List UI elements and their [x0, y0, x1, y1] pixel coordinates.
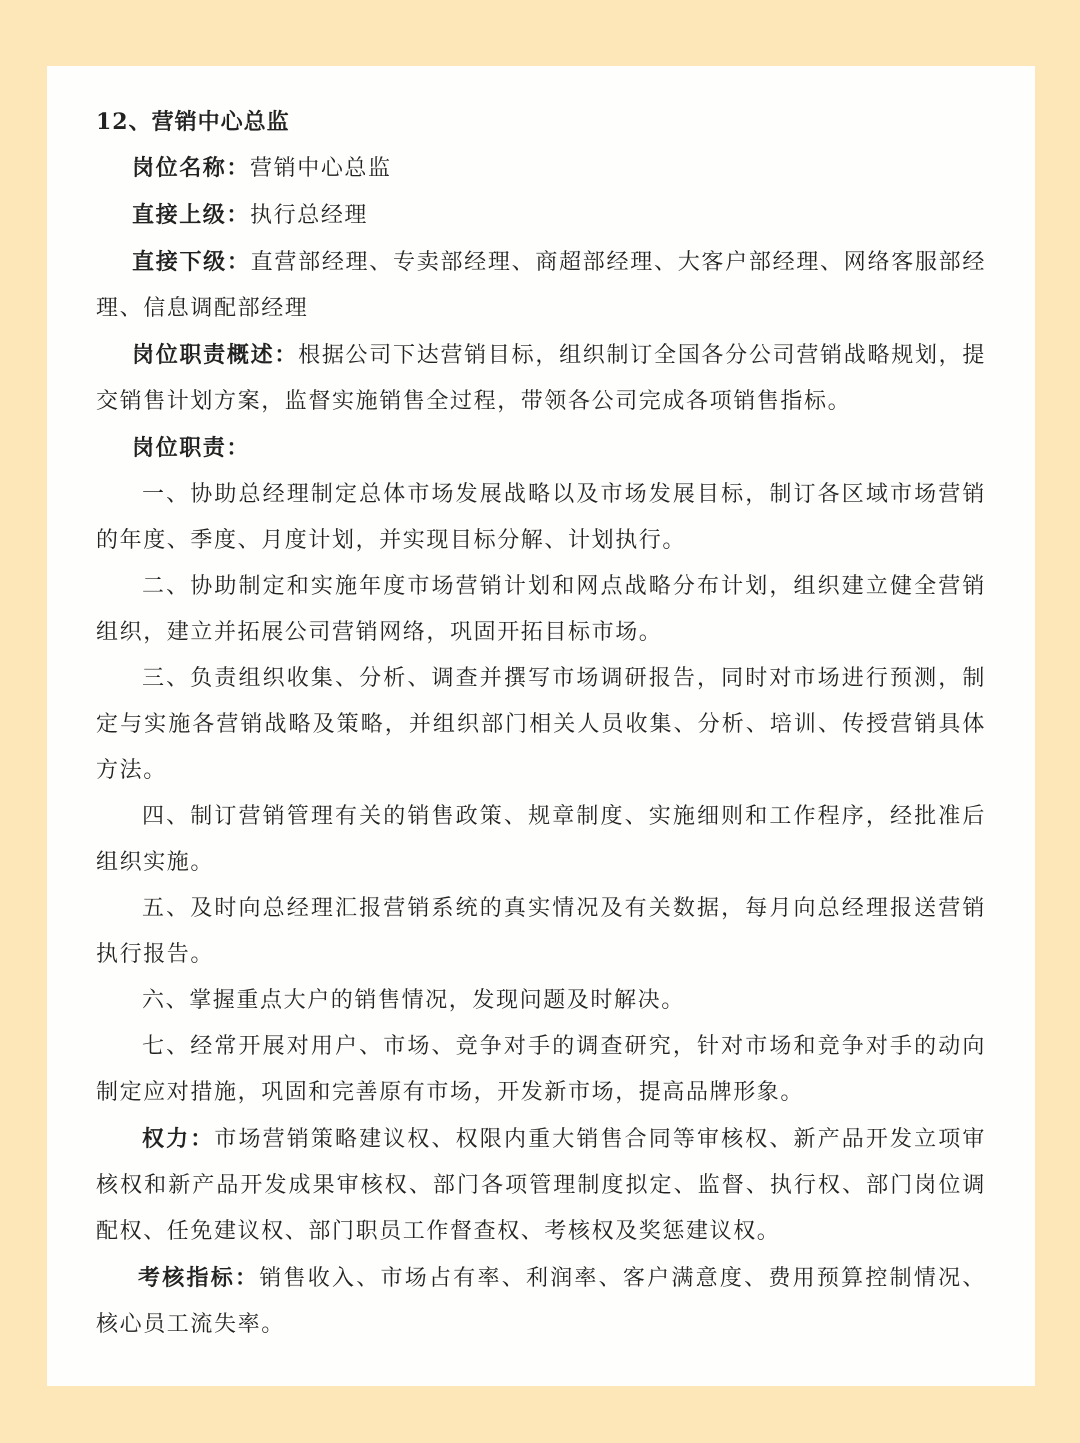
field-position-title	[96, 145, 986, 192]
duty-item: 四、制订营销管理有关的销售政策、规章制度、实施细则和工作程序，经批准后组织实施。	[96, 804, 986, 875]
field-value: 销售收入、市场占有率、利润率、客户满意度、费用预算控制情况、核心员工流失率。	[96, 1266, 986, 1337]
field-label: 直接上级：	[132, 202, 251, 228]
field-authority	[96, 1116, 986, 1255]
field-value: 营销中心总监	[250, 156, 392, 181]
field-label: 直接下级：	[132, 249, 251, 275]
field-direct-superior	[96, 192, 986, 239]
duty-item: 六、掌握重点大户的销售情况，发现问题及时解决。	[142, 988, 685, 1013]
field-value: 直营部经理、专卖部经理、商超部经理、大客户部经理、网络客服部经理、信息调配部经理	[96, 250, 986, 321]
duties-label: 岗位职责：	[132, 435, 251, 461]
duty-item: 五、及时向总经理汇报营销系统的真实情况及有关数据，每月向总经理报送营销执行报告。	[96, 896, 986, 967]
section-heading: 12、营销中心总监	[96, 109, 290, 135]
document-page	[47, 66, 1035, 1386]
field-label: 岗位名称：	[132, 155, 251, 181]
field-duty-summary	[96, 332, 986, 425]
duty-item: 二、协助制定和实施年度市场营销计划和网点战略分布计划，组织建立健全营销组织，建立并拓展公司营销网络，巩固开拓目标市场。	[96, 574, 986, 645]
field-label: 岗位职责概述：	[132, 342, 299, 368]
document-body	[96, 99, 986, 1348]
field-direct-subordinates	[96, 239, 986, 332]
duty-item: 七、经常开展对用户、市场、竞争对手的调查研究，针对市场和竞争对手的动向制定应对措施，巩固和完善原有市场，开发新市场，提高品牌形象。	[96, 1034, 986, 1105]
field-label: 权力：	[142, 1126, 215, 1152]
field-value: 执行总经理	[250, 203, 369, 228]
field-kpi	[96, 1255, 986, 1348]
field-value: 根据公司下达营销目标，组织制订全国各分公司营销战略规划，提交销售计划方案，监督实施销售全过程，带领各公司完成各项销售指标。	[96, 343, 987, 414]
duty-item: 一、协助总经理制定总体市场发展战略以及市场发展目标，制订各区域市场营销的年度、季度、月度计划，并实现目标分解、计划执行。	[96, 482, 986, 553]
field-label: 考核指标：	[138, 1265, 260, 1291]
field-value: 市场营销策略建议权、权限内重大销售合同等审核权、新产品开发立项审核权和新产品开发成果审核权、部门各项管理制度拟定、监督、执行权、部门岗位调配权、任免建议权、部门职员工作督查权、考核权及奖惩建议权。	[96, 1127, 986, 1244]
duty-item: 三、负责组织收集、分析、调查并撰写市场调研报告，同时对市场进行预测，制定与实施各营销战略及策略，并组织部门相关人员收集、分析、培训、传授营销具体方法。	[96, 666, 986, 783]
